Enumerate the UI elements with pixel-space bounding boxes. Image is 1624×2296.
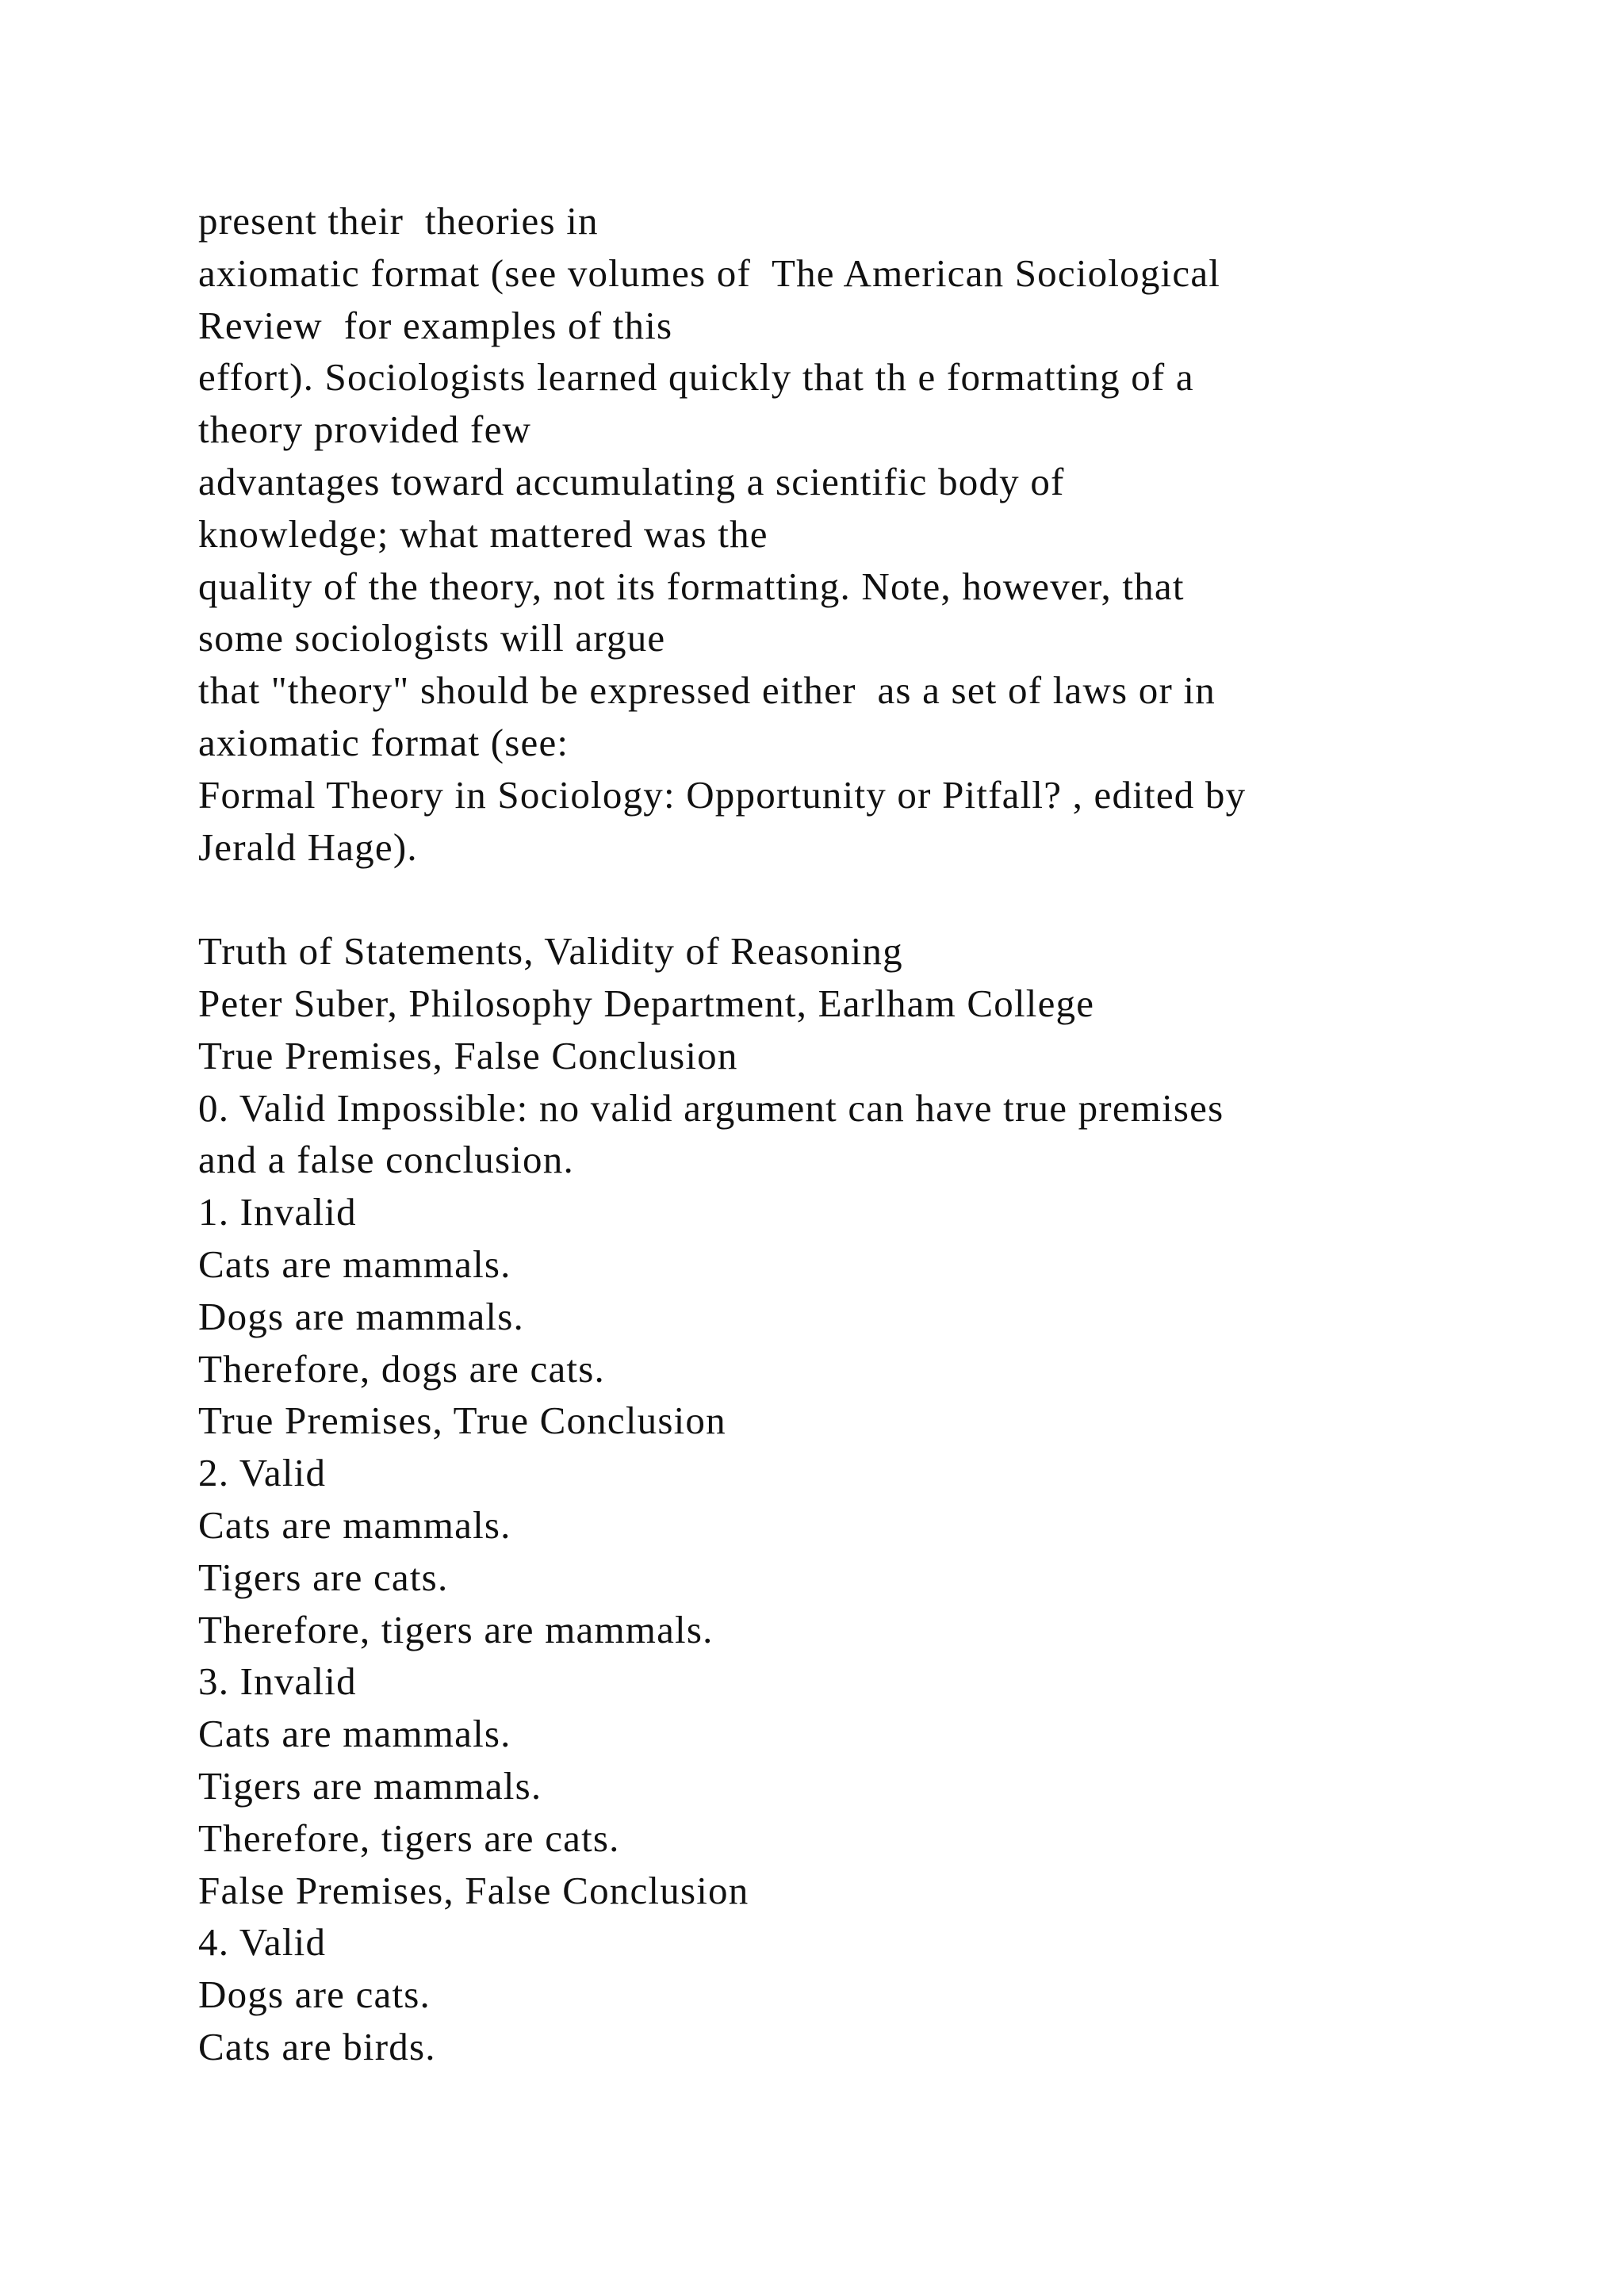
conclusion-line: Therefore, tigers are cats. xyxy=(198,1816,620,1860)
text-line: knowledge; what mattered was the xyxy=(198,511,768,556)
author-line: Peter Suber, Philosophy Department, Earlham College xyxy=(198,981,1095,1025)
premise-line: Cats are mammals. xyxy=(198,1712,511,1756)
premise-line: Cats are mammals. xyxy=(198,1502,511,1547)
text-line: present their theories in xyxy=(198,199,599,243)
paragraph-formatting-theory xyxy=(198,195,1515,873)
premise-line: Tigers are mammals. xyxy=(198,1763,542,1808)
text-line: effort). Sociologists learned quickly that th e formatting of a xyxy=(198,355,1194,400)
subheading: True Premises, False Conclusion xyxy=(198,1033,738,1077)
text-line: advantages toward accumulating a scientific body of xyxy=(198,459,1065,503)
premise-line: Cats are mammals. xyxy=(198,1242,511,1286)
section-heading: Truth of Statements, Validity of Reasoning xyxy=(198,929,903,974)
conclusion-line: Therefore, tigers are mammals. xyxy=(198,1607,714,1651)
example-label: 4. Valid xyxy=(198,1920,327,1965)
paragraph-spacer xyxy=(198,873,1515,925)
text-line: some sociologists will argue xyxy=(198,616,666,660)
section-truth-validity xyxy=(198,925,1515,2073)
conclusion-line: Therefore, dogs are cats. xyxy=(198,1346,605,1391)
text-line: axiomatic format (see: xyxy=(198,720,569,764)
premise-line: Dogs are mammals. xyxy=(198,1294,524,1338)
text-line: Review for examples of this xyxy=(198,303,673,347)
subheading: False Premises, False Conclusion xyxy=(198,1868,749,1912)
text-line: 0. Valid Impossible: no valid argument can have true premises xyxy=(198,1085,1224,1130)
premise-line: Dogs are cats. xyxy=(198,1973,431,2017)
text-line: theory provided few xyxy=(198,408,532,452)
example-label: 2. Valid xyxy=(198,1451,327,1495)
document-page xyxy=(198,195,1515,2073)
text-line: that "theory" should be expressed either as a set of laws or in xyxy=(198,668,1216,713)
example-label: 3. Invalid xyxy=(198,1659,357,1704)
premise-line: Tigers are cats. xyxy=(198,1555,449,1599)
text-line: quality of the theory, not its formatting. Note, however, that xyxy=(198,564,1185,608)
example-label: 1. Invalid xyxy=(198,1190,357,1234)
subheading: True Premises, True Conclusion xyxy=(198,1399,726,1443)
text-line: and a false conclusion. xyxy=(198,1138,574,1182)
text-line: Formal Theory in Sociology: Opportunity or Pitfall? , edited by xyxy=(198,772,1247,817)
text-line: Jerald Hage). xyxy=(198,825,418,869)
premise-line: Cats are birds. xyxy=(198,2024,436,2068)
text-line: axiomatic format (see volumes of The American Sociological xyxy=(198,251,1221,295)
